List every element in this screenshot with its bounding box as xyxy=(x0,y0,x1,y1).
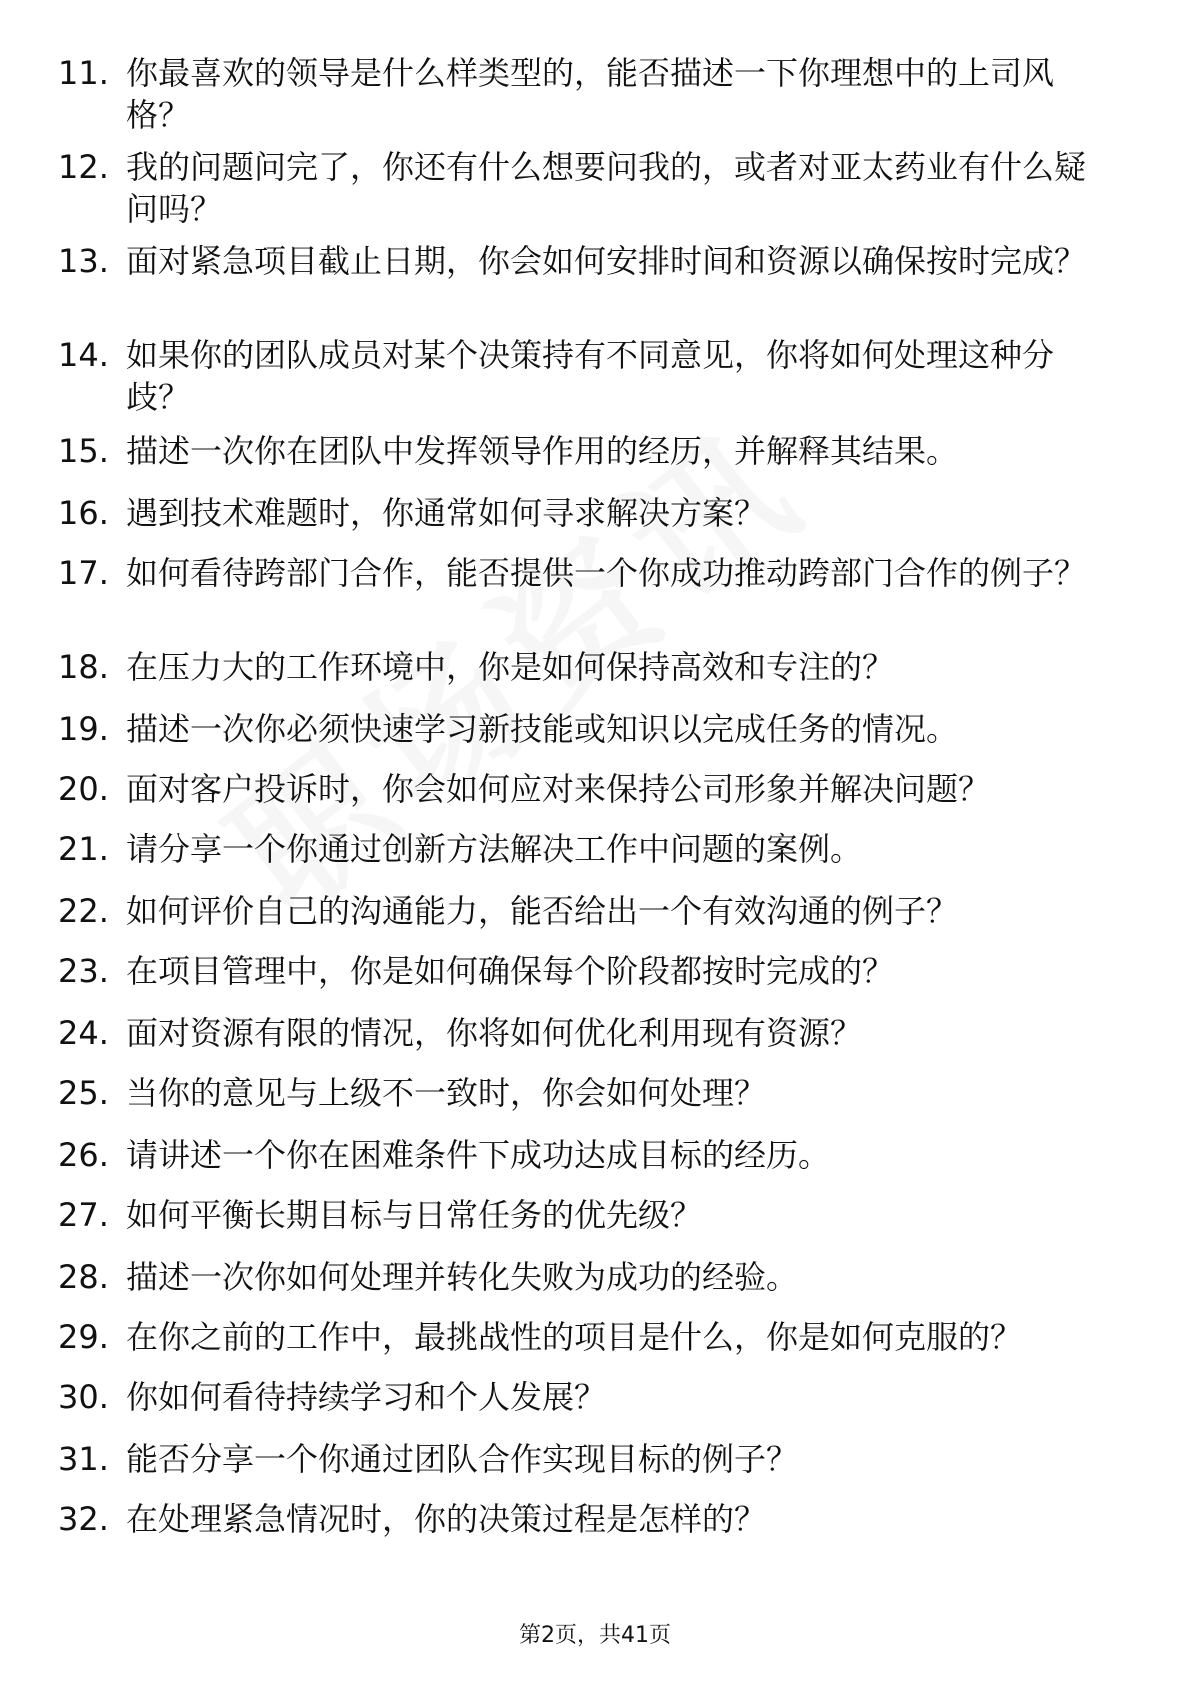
question-number: 25. xyxy=(58,1074,109,1112)
question-text: 遇到技术难题时，你通常如何寻求解决方案？ xyxy=(126,494,767,532)
question-text: 请讲述一个你在困难条件下成功达成目标的经历。 xyxy=(126,1136,831,1174)
page-indicator: 第2页，共41页 xyxy=(519,1623,671,1648)
question-text: 如何评价自己的沟通能力，能否给出一个有效沟通的例子？ xyxy=(126,892,959,930)
question-text: 能否分享一个你通过团队合作实现目标的例子？ xyxy=(126,1440,799,1478)
question-text: 你如何看待持续学习和个人发展？ xyxy=(126,1378,607,1416)
question-number: 27. xyxy=(58,1196,109,1234)
question-number: 23. xyxy=(58,952,109,990)
question-number: 16. xyxy=(58,494,109,532)
question-number: 30. xyxy=(58,1378,109,1416)
question-text: 我的问题问完了，你还有什么想要问我的，或者对亚太药业有什么疑问吗？ xyxy=(126,148,1087,228)
question-text: 你最喜欢的领导是什么样类型的，能否描述一下你理想中的上司风格？ xyxy=(126,54,1055,134)
question-number: 31. xyxy=(58,1440,109,1478)
question-text: 请分享一个你通过创新方法解决工作中问题的案例。 xyxy=(126,830,863,868)
question-number: 13. xyxy=(58,242,109,280)
question-number: 17. xyxy=(58,554,109,592)
question-text: 描述一次你如何处理并转化失败为成功的经验。 xyxy=(126,1258,799,1296)
question-text: 如果你的团队成员对某个决策持有不同意见，你将如何处理这种分歧？ xyxy=(126,336,1055,416)
question-number: 26. xyxy=(58,1136,109,1174)
question-text: 在你之前的工作中，最挑战性的项目是什么，你是如何克服的？ xyxy=(126,1318,1023,1356)
question-text: 在项目管理中，你是如何确保每个阶段都按时完成的？ xyxy=(126,952,895,990)
question-number: 24. xyxy=(58,1014,109,1052)
question-text: 描述一次你在团队中发挥领导作用的经历，并解释其结果。 xyxy=(126,432,959,470)
question-number: 11. xyxy=(58,54,109,92)
question-number: 32. xyxy=(58,1500,109,1538)
question-number: 21. xyxy=(58,830,109,868)
question-number: 19. xyxy=(58,710,109,748)
question-number: 28. xyxy=(58,1258,109,1296)
question-text: 在压力大的工作环境中，你是如何保持高效和专注的？ xyxy=(126,648,895,686)
question-number: 18. xyxy=(58,648,109,686)
question-text: 当你的意见与上级不一致时，你会如何处理？ xyxy=(126,1074,767,1112)
question-text: 面对紧急项目截止日期，你会如何安排时间和资源以确保按时完成？ xyxy=(126,242,1087,280)
question-text: 如何看待跨部门合作，能否提供一个你成功推动跨部门合作的例子？ xyxy=(126,554,1087,592)
question-number: 12. xyxy=(58,148,109,186)
question-text: 如何平衡长期目标与日常任务的优先级？ xyxy=(126,1196,703,1234)
question-number: 14. xyxy=(58,336,109,374)
question-number: 22. xyxy=(58,892,109,930)
question-text: 在处理紧急情况时，你的决策过程是怎样的？ xyxy=(126,1500,767,1538)
question-text: 面对资源有限的情况，你将如何优化利用现有资源？ xyxy=(126,1014,863,1052)
question-number: 15. xyxy=(58,432,109,470)
question-number: 20. xyxy=(58,770,109,808)
question-text: 描述一次你必须快速学习新技能或知识以完成任务的情况。 xyxy=(126,710,959,748)
question-text: 面对客户投诉时，你会如何应对来保持公司形象并解决问题？ xyxy=(126,770,991,808)
question-number: 29. xyxy=(58,1318,109,1356)
